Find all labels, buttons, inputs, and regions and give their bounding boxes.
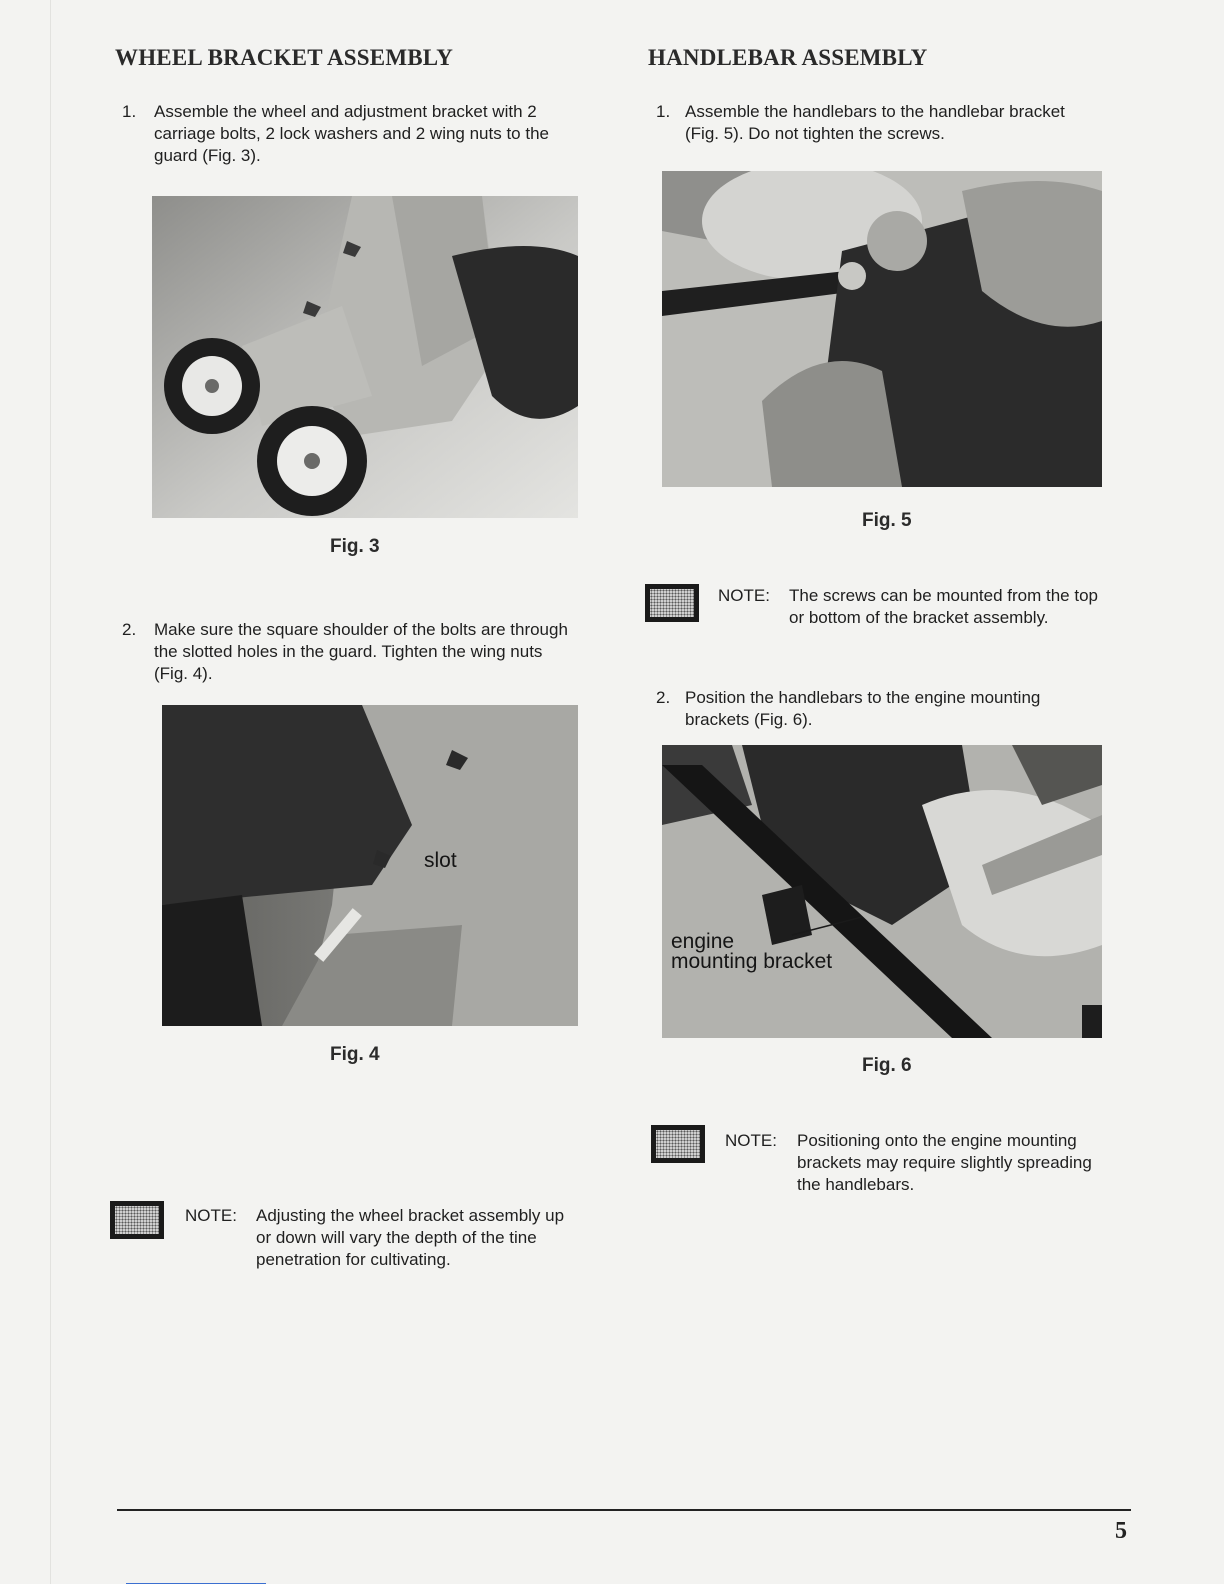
wheel-bracket-heading: WHEEL BRACKET ASSEMBLY	[115, 45, 454, 70]
step-line: (Fig. 4).	[154, 664, 213, 683]
note-icon	[651, 1125, 705, 1163]
step-line: (Fig. 5). Do not tighten the screws.	[685, 124, 945, 143]
step-number: 2.	[656, 688, 671, 707]
handlebar-note-2-text	[797, 1130, 1127, 1196]
handlebar-step-2	[656, 687, 1126, 735]
label-line: engine	[671, 930, 735, 953]
step-line: the slotted holes in the guard. Tighten the wing nuts	[154, 642, 543, 661]
wheel-step-2	[122, 619, 602, 689]
fig3-caption: Fig. 3	[330, 536, 380, 557]
fig3-wheel-bracket-photo	[152, 196, 578, 518]
note-icon	[645, 584, 699, 622]
note-line: brackets may require slightly spreading	[797, 1153, 1092, 1172]
note-line: Positioning onto the engine mounting	[797, 1131, 1077, 1150]
fig6-engine-label	[671, 932, 832, 972]
note-line: The screws can be mounted from the top	[789, 586, 1098, 605]
fig4-slot-photo	[162, 705, 578, 1026]
fig6-caption: Fig. 6	[862, 1055, 912, 1076]
step-line: Assemble the handlebars to the handlebar bracket	[685, 102, 1065, 121]
step-number: 2.	[122, 620, 137, 639]
step-line: carriage bolts, 2 lock washers and 2 wing nuts to the	[154, 124, 549, 143]
wheel-note-text	[256, 1205, 616, 1271]
fig4-slot-label: slot	[424, 849, 457, 872]
fig4-caption: Fig. 4	[330, 1044, 380, 1065]
page-number: 5	[1115, 1518, 1127, 1544]
note-line: or down will vary the depth of the tine	[256, 1228, 537, 1247]
note-line: or bottom of the bracket assembly.	[789, 608, 1049, 627]
note-line: Adjusting the wheel bracket assembly up	[256, 1206, 565, 1225]
note-label: NOTE:	[725, 1131, 777, 1150]
fig5-handlebar-photo	[662, 171, 1102, 487]
note-line: the handlebars.	[797, 1175, 915, 1194]
handlebar-heading: HANDLEBAR ASSEMBLY	[648, 45, 928, 70]
footer-rule	[117, 1509, 1131, 1511]
step-number: 1.	[656, 102, 671, 121]
step-number: 1.	[122, 102, 137, 121]
note-label: NOTE:	[718, 586, 770, 605]
step-line: brackets (Fig. 6).	[685, 710, 813, 729]
step-line: Make sure the square shoulder of the bolts are through	[154, 620, 568, 639]
note-icon	[110, 1201, 164, 1239]
step-line: Assemble the wheel and adjustment bracket with 2	[154, 102, 537, 121]
handlebar-note-1-text	[789, 585, 1129, 629]
step-line: Position the handlebars to the engine mounting	[685, 688, 1041, 707]
fig6-engine-bracket-photo	[662, 745, 1102, 1038]
page-edge	[50, 0, 51, 1584]
note-line: penetration for cultivating.	[256, 1250, 451, 1269]
wheel-step-1	[122, 101, 592, 171]
note-label: NOTE:	[185, 1206, 237, 1225]
fig5-caption: Fig. 5	[862, 510, 912, 531]
handlebar-step-1	[656, 101, 1126, 149]
step-line: guard (Fig. 3).	[154, 146, 261, 165]
label-line: mounting bracket	[671, 950, 833, 973]
